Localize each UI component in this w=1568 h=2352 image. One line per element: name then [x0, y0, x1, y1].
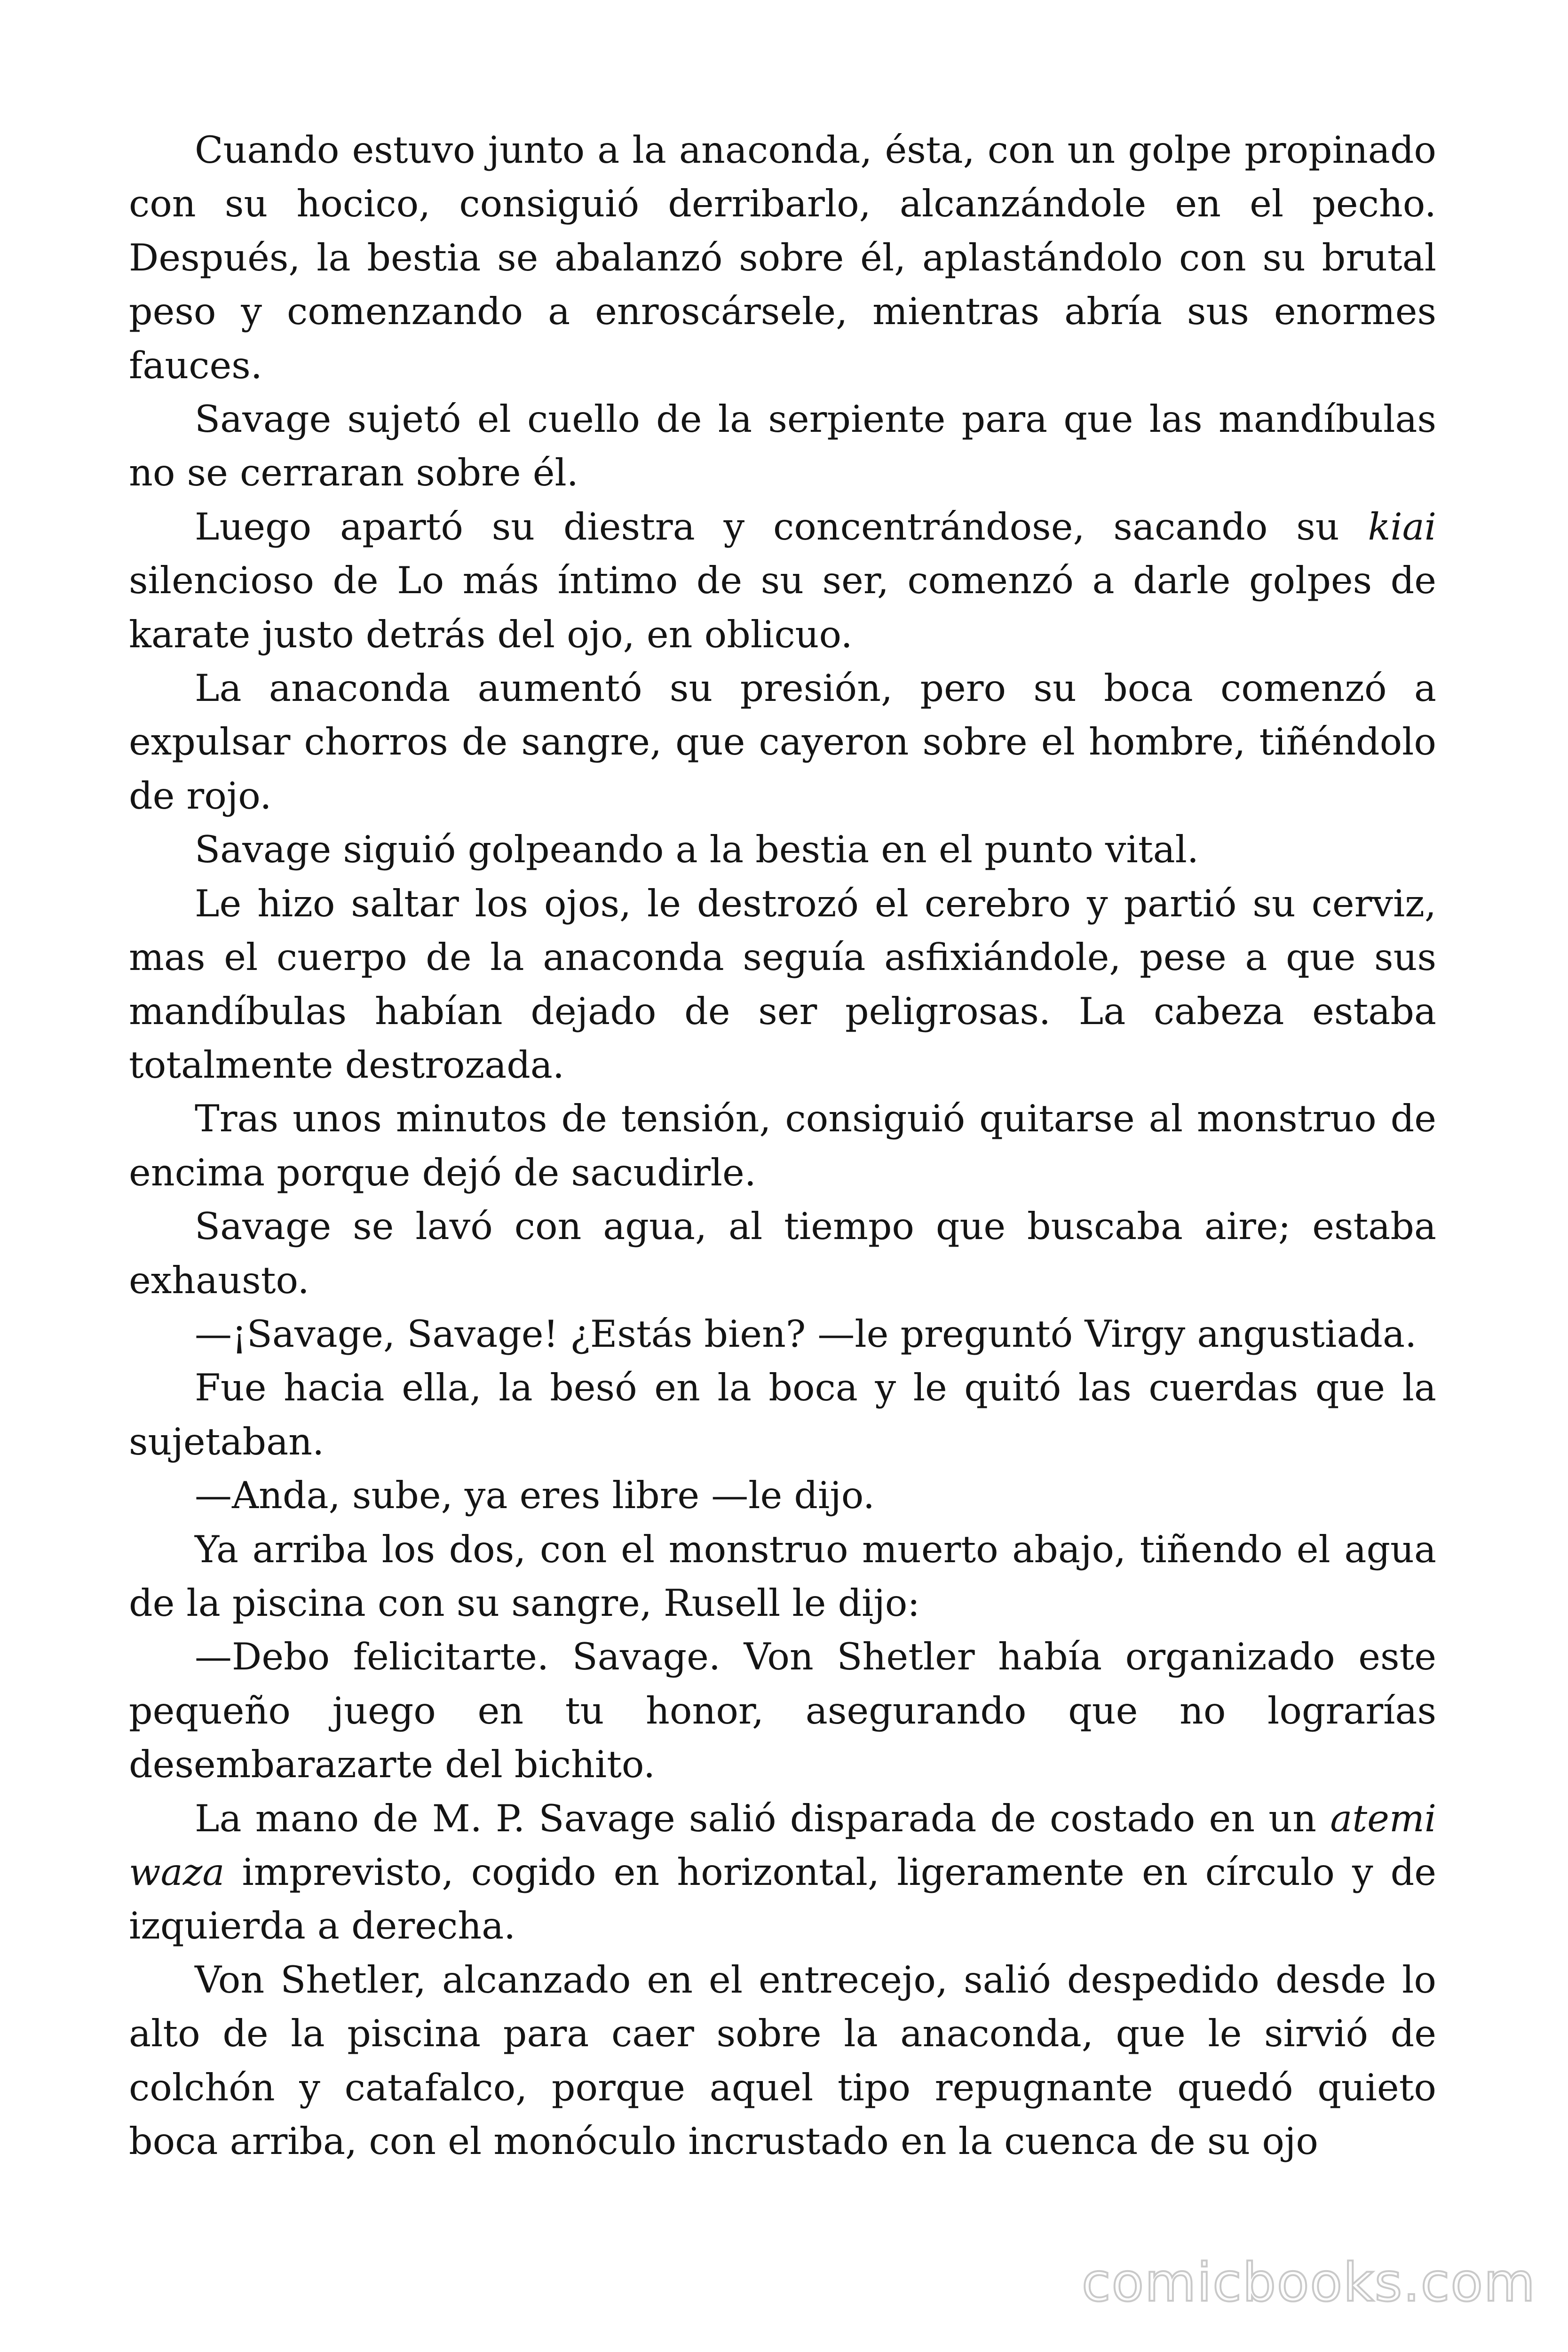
- italic-term: kiai: [1368, 505, 1436, 548]
- paragraph: [129, 1361, 1436, 1469]
- paragraph-text: Cuando estuvo junto a la anaconda, ésta, con un golpe propinado con su hocico, consiguió derribarlo, alcanzándole en el pecho. Después, la bestia se abalanzó sobre él, aplastándolo con su brutal peso y comenzando a enroscársele, mientras abría sus enormes fauces.: [129, 128, 1436, 387]
- paragraph: [129, 1200, 1436, 1307]
- paragraph-text: Savage sujetó el cuello de la serpiente para que las mandíbulas no se cerraran sobre él.: [129, 397, 1436, 495]
- paragraph-text: silencioso de Lo más íntimo de su ser, comenzó a darle golpes de karate justo detrás del ojo, en oblicuo.: [129, 559, 1436, 656]
- paragraph-text: imprevisto, cogido en horizontal, ligeramente en círculo y de izquierda a derecha.: [129, 1851, 1436, 1948]
- page-body: [129, 123, 1436, 2168]
- paragraph: [129, 823, 1436, 876]
- paragraph-text: —Debo felicitarte. Savage. Von Shetler había organizado este pequeño juego en tu honor, asegurando que no lograrías desembarazarte del bichito.: [129, 1635, 1436, 1787]
- paragraph-text: Savage se lavó con agua, al tiempo que buscaba aire; estaba exhausto.: [129, 1205, 1436, 1302]
- paragraph-text: Fue hacia ella, la besó en la boca y le quitó las cuerdas que la sujetaban.: [129, 1366, 1436, 1463]
- paragraph: [129, 1469, 1436, 1522]
- paragraph-text: Tras unos minutos de tensión, consiguió quitarse al monstruo de encima porque dejó de sacudirle.: [129, 1097, 1436, 1194]
- italic-term: atemi waza: [129, 1796, 1436, 1894]
- paragraph-text: —Anda, sube, ya eres libre —le dijo.: [195, 1474, 875, 1518]
- paragraph: [129, 1953, 1436, 2169]
- paragraph-text: Savage siguió golpeando a la bestia en el punto vital.: [195, 828, 1199, 872]
- paragraph-text: Ya arriba los dos, con el monstruo muerto abajo, tiñendo el agua de la piscina con su sangre, Rusell le dijo:: [129, 1527, 1436, 1625]
- paragraph: [129, 123, 1436, 392]
- paragraph: [129, 392, 1436, 500]
- paragraph: [129, 1792, 1436, 1953]
- paragraph: [129, 1092, 1436, 1200]
- paragraph: [129, 661, 1436, 823]
- paragraph-text: —¡Savage, Savage! ¿Estás bien? —le preguntó Virgy angustiada.: [195, 1312, 1417, 1356]
- paragraph: [129, 500, 1436, 661]
- paragraph-text: Le hizo saltar los ojos, le destrozó el cerebro y partió su cerviz, mas el cuerpo de la anaconda seguía asfixiándole, pese a que sus mandíbulas habían dejado de ser peligrosas. La cabeza estaba totalmente destrozada.: [129, 882, 1436, 1087]
- paragraph-text: La mano de M. P. Savage salió disparada de costado en un: [195, 1796, 1330, 1840]
- paragraph: [129, 1630, 1436, 1791]
- paragraph: [129, 1307, 1436, 1361]
- watermark-logo: comicbooks.com: [1081, 2252, 1536, 2313]
- paragraph-text: Von Shetler, alcanzado en el entrecejo, salió despedido desde lo alto de la piscina para caer sobre la anaconda, que le sirvió de colchón y catafalco, porque aquel tipo repugnante quedó quieto boca arriba, con el monóculo incrustado en la cuenca de su ojo: [129, 1958, 1436, 2163]
- paragraph-text: Luego apartó su diestra y concentrándose, sacando su: [195, 505, 1368, 548]
- paragraph: [129, 877, 1436, 1092]
- paragraph-text: La anaconda aumentó su presión, pero su boca comenzó a expulsar chorros de sangre, que cayeron sobre el hombre, tiñéndolo de rojo.: [129, 667, 1436, 818]
- paragraph: [129, 1523, 1436, 1630]
